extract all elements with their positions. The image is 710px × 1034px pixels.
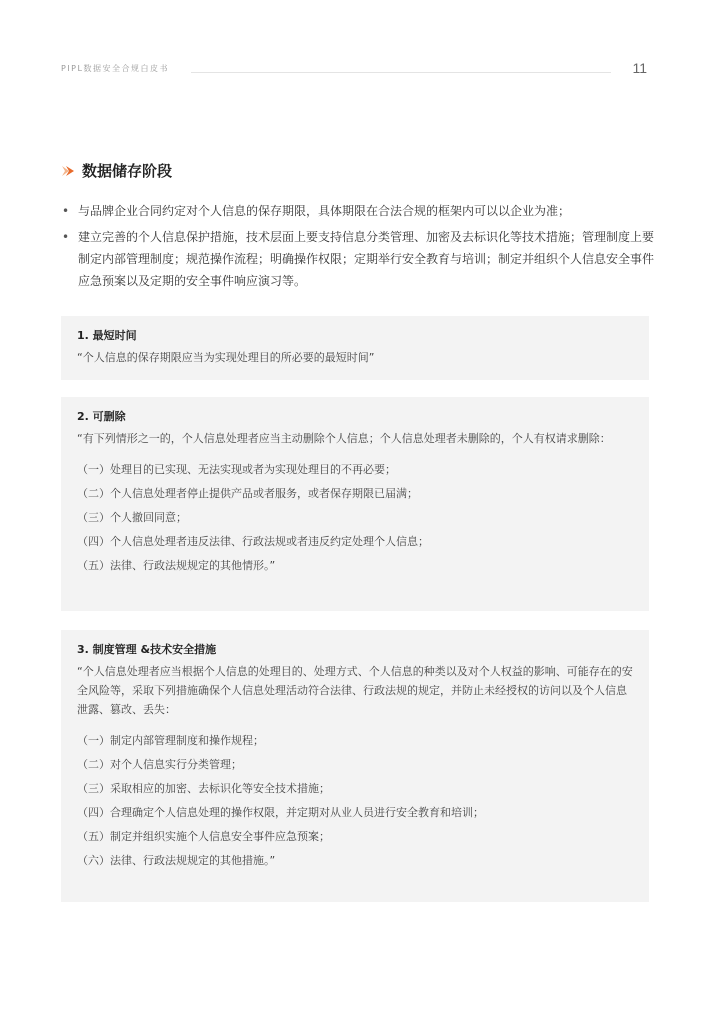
section-title: 数据储存阶段 <box>82 162 173 180</box>
list-item: （六）法律、行政法规规定的其他措施。” <box>77 854 276 867</box>
list-item: （四）个人信息处理者违反法律、行政法规或者违反约定处理个人信息； <box>77 535 429 548</box>
card-shortest-time <box>61 316 649 380</box>
list-item: （一）制定内部管理制度和操作规程； <box>77 734 264 747</box>
card-list <box>77 729 633 873</box>
bullet-dot: • <box>62 204 70 218</box>
chevron-arrow-icon <box>60 163 76 179</box>
card-quote: “有下列情形之一的，个人信息处理者应当主动删除个人信息；个人信息处理者未删除的，个人有权请求删除： <box>77 432 611 445</box>
list-item: （五）制定并组织实施个人信息安全事件应急预案； <box>77 830 330 843</box>
bullet-text: 与品牌企业合同约定对个人信息的保存期限，具体期限在合法合规的框架内可以以企业为准； <box>78 204 571 218</box>
list-item: （四）合理确定个人信息处理的操作权限，并定期对从业人员进行安全教育和培训； <box>77 806 484 819</box>
list-item: （一）处理目的已实现、无法实现或者为实现处理目的不再必要； <box>77 463 396 476</box>
list-item: （三）采取相应的加密、去标识化等安全技术措施； <box>77 782 330 795</box>
bullet-dot: • <box>62 230 70 244</box>
card-title: 2. 可删除 <box>77 410 126 423</box>
card-management-measures <box>61 630 649 902</box>
card-title: 3. 制度管理 &技术安全措施 <box>77 643 217 656</box>
list-item: （三）个人撤回同意； <box>77 511 187 524</box>
section-heading <box>60 160 172 181</box>
document-title: PIPL数据安全合规白皮书 <box>61 64 169 73</box>
list-item: （二）个人信息处理者停止提供产品或者服务，或者保存期限已届满； <box>77 487 418 500</box>
card-deletable <box>61 397 649 611</box>
list-item: （五）法律、行政法规规定的其他情形。” <box>77 559 276 572</box>
list-item <box>62 200 654 222</box>
page-header <box>61 60 651 80</box>
bullet-list <box>62 200 654 296</box>
card-quote: “个人信息处理者应当根据个人信息的处理目的、处理方式、个人信息的种类以及对个人权益的影响、可能存在的安全风险等，采取下列措施确保个人信息处理活动符合法律、行政法规的规定，并防止未经授权的访问以及个人信息泄露、篡改、丢失： <box>77 665 633 716</box>
bullet-text: 建立完善的个人信息保护措施，技术层面上要支持信息分类管理、加密及去标识化等技术措施；管理制度上要制定内部管理制度；规范操作流程；明确操作权限；定期举行安全教育与培训；制定并组织个人信息安全事件应急预案以及定期的安全事件响应演习等。 <box>78 230 655 288</box>
card-title: 1. 最短时间 <box>77 329 137 342</box>
page-number: 11 <box>632 60 647 76</box>
card-quote: “个人信息的保存期限应当为实现处理目的所必要的最短时间” <box>77 351 375 364</box>
header-divider <box>191 72 611 73</box>
card-list <box>77 458 633 578</box>
list-item <box>62 226 654 292</box>
list-item: （二）对个人信息实行分类管理； <box>77 758 242 771</box>
